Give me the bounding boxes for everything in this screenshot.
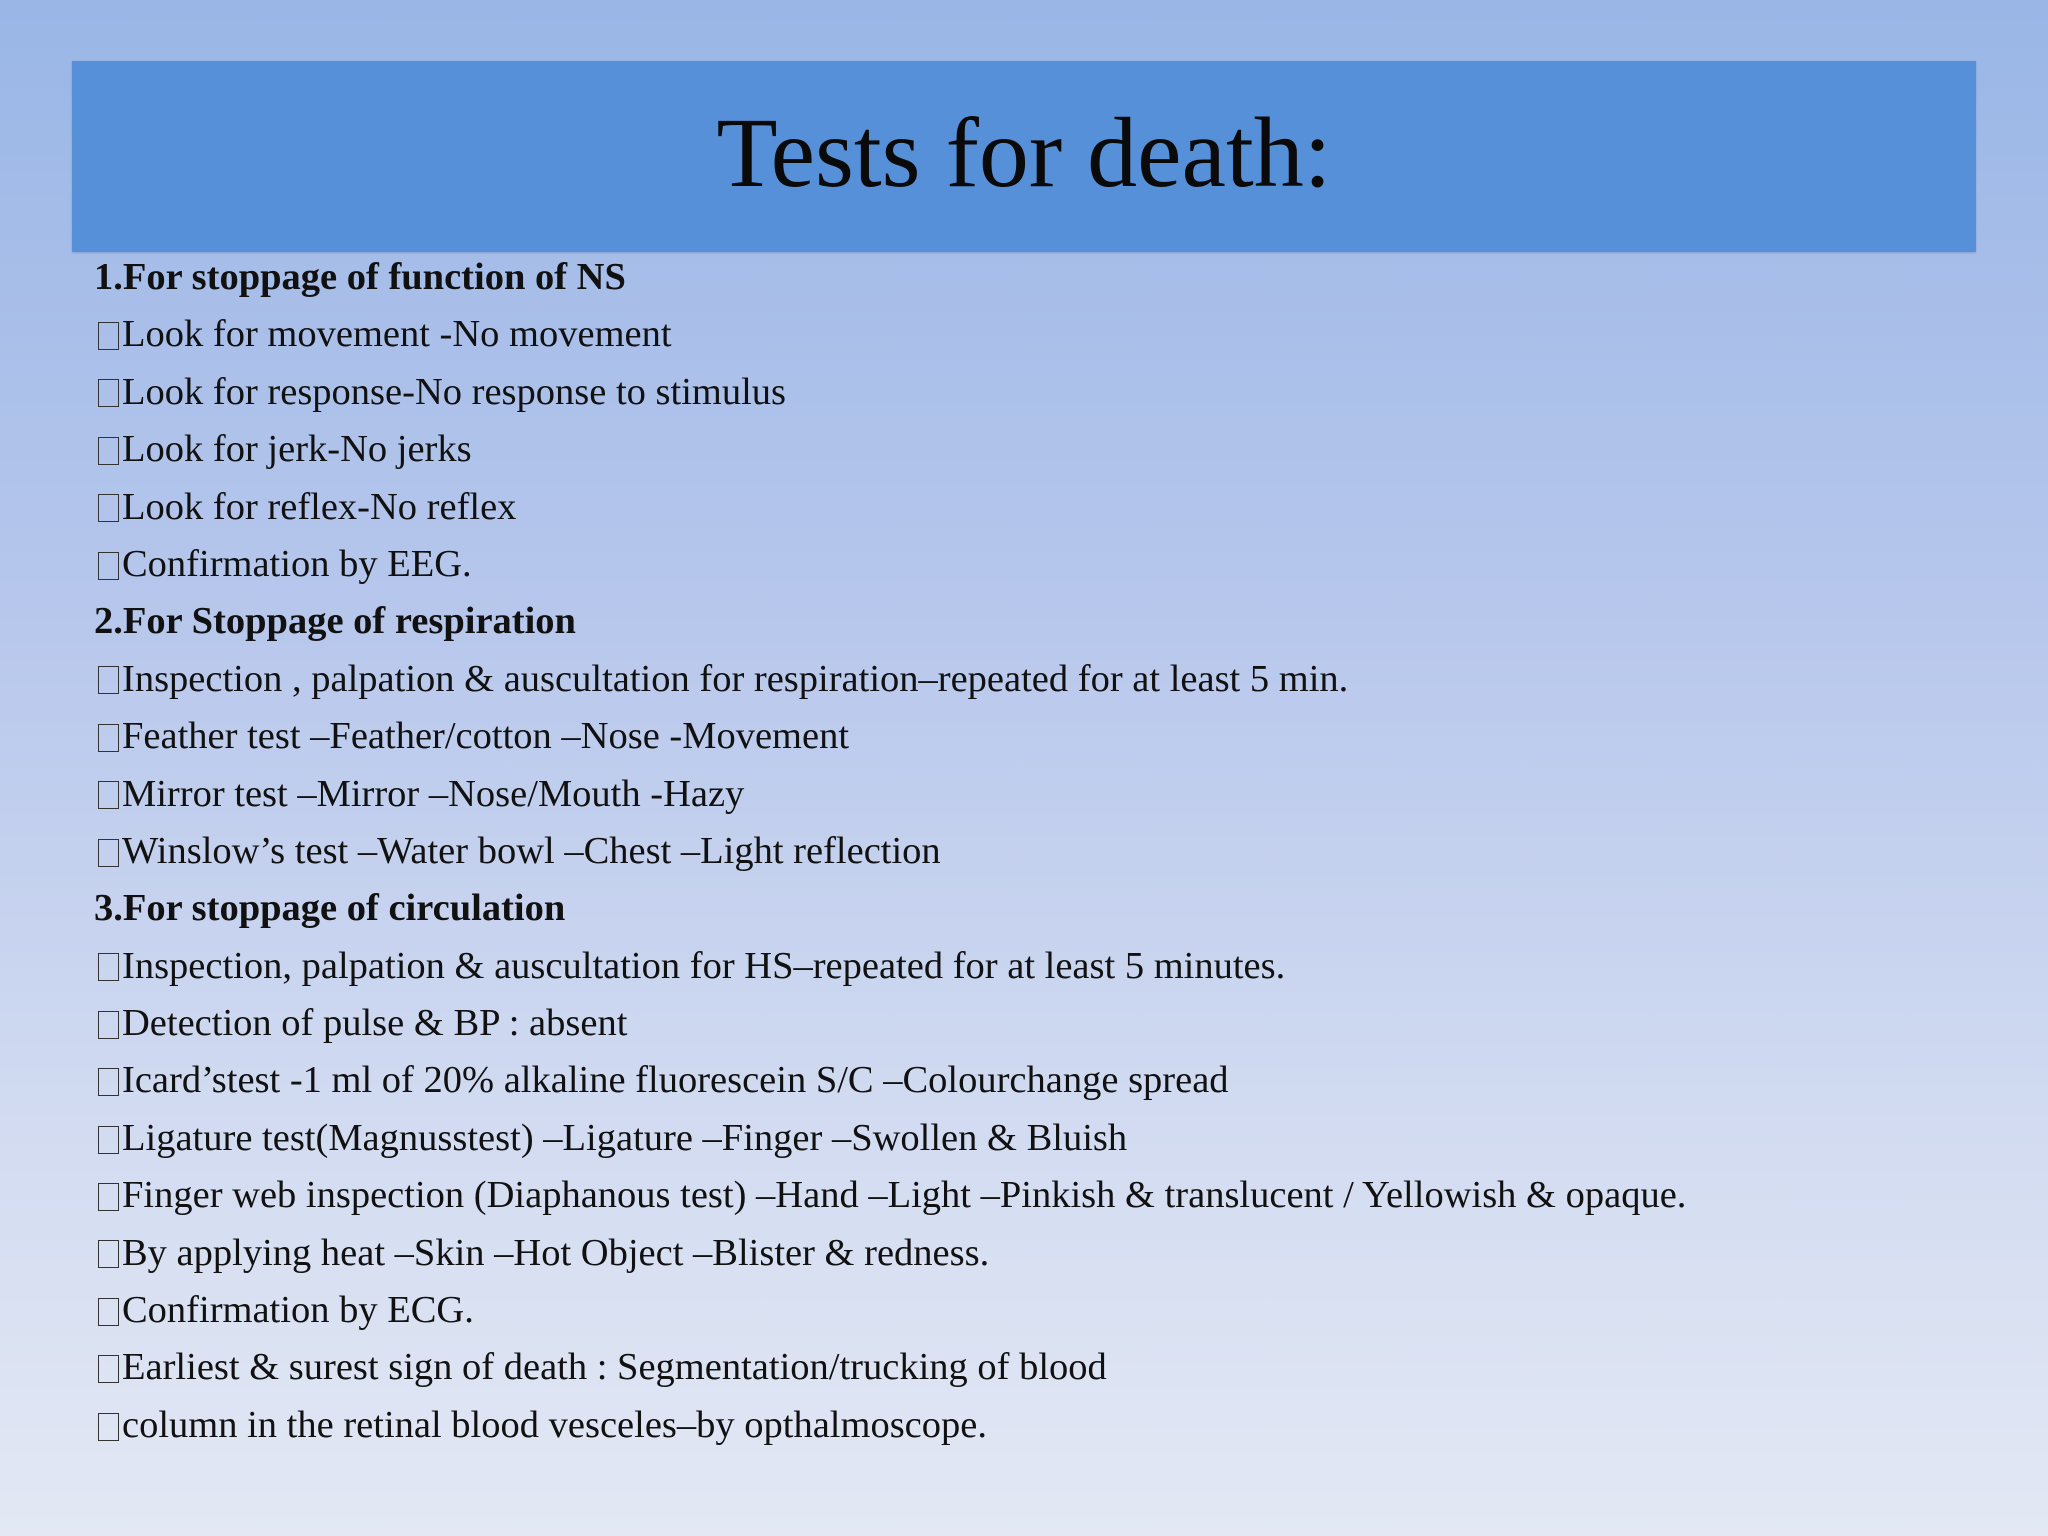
list-item-text: Winslow’s test –Water bowl –Chest –Light reflection (122, 829, 941, 872)
list-item (92, 1052, 1992, 1109)
list-item (92, 766, 1992, 823)
bullet-box-icon (98, 1413, 119, 1441)
list-item-text: Confirmation by ECG. (122, 1289, 474, 1332)
list-item-text: Look for reflex-No reflex (122, 485, 517, 528)
bullet-box-icon (98, 379, 119, 407)
list-item (92, 479, 1992, 536)
list-item (92, 823, 1992, 880)
bullet-box-icon (98, 494, 119, 522)
slide-title: Tests for death: (716, 96, 1332, 208)
list-item-text: By applying heat –Skin –Hot Object –Blister & redness. (122, 1231, 990, 1274)
list-item-text: Inspection , palpation & auscultation for respiration–repeated for at least 5 min. (122, 657, 1349, 700)
bullet-box-icon (98, 839, 119, 867)
list-item (92, 995, 1992, 1052)
list-item (92, 1167, 1992, 1224)
bullet-box-icon (98, 724, 119, 752)
list-item-text: column in the retinal blood vesceles–by opthalmoscope. (122, 1403, 987, 1446)
bullet-box-icon (98, 1068, 119, 1096)
bullet-box-icon (98, 322, 119, 350)
list-item-text: Mirror test –Mirror –Nose/Mouth -Hazy (122, 772, 745, 815)
list-item-text: Look for jerk-No jerks (122, 428, 472, 471)
list-item-text: Feather test –Feather/cotton –Nose -Movement (122, 715, 850, 758)
bullet-box-icon (98, 666, 119, 694)
list-item-text: Inspection, palpation & auscultation for HS–repeated for at least 5 minutes. (122, 944, 1286, 987)
bullet-box-icon (98, 552, 119, 580)
list-item-text: Earliest & surest sign of death : Segmentation/trucking of blood (122, 1346, 1107, 1389)
list-item (92, 1397, 1992, 1454)
list-item (92, 938, 1992, 995)
bullet-box-icon (98, 1355, 119, 1383)
bullet-box-icon (98, 1183, 119, 1211)
list-item (92, 1110, 1992, 1167)
list-item (92, 1339, 1992, 1396)
title-banner (72, 61, 1976, 252)
slide-body (92, 249, 1992, 1454)
list-item (92, 651, 1992, 708)
list-item (92, 306, 1992, 363)
list-item (92, 364, 1992, 421)
section-heading-circulation: 3.For stoppage of circulation (94, 887, 566, 930)
bullet-box-icon (98, 781, 119, 809)
list-item (92, 1282, 1992, 1339)
list-item-text: Detection of pulse & BP : absent (122, 1002, 628, 1045)
list-item-text: Finger web inspection (Diaphanous test) –Hand –Light –Pinkish & translucent / Yellowish & opaque. (122, 1174, 1687, 1217)
bullet-box-icon (98, 1240, 119, 1268)
list-item-text: Icard’stest -1 ml of 20% alkaline fluorescein S/C –Colourchange spread (122, 1059, 1229, 1102)
list-item-text: Confirmation by EEG. (122, 542, 472, 585)
list-item-text: Look for response-No response to stimulus (122, 370, 787, 413)
list-item (92, 421, 1992, 478)
list-item-text: Look for movement -No movement (122, 313, 672, 356)
section-heading-respiration: 2.For Stoppage of respiration (94, 600, 576, 643)
section-heading-nervous-system: 1.For stoppage of function of NS (94, 256, 626, 298)
list-item (92, 708, 1992, 765)
bullet-box-icon (98, 953, 119, 981)
bullet-box-icon (98, 1011, 119, 1039)
bullet-box-icon (98, 1126, 119, 1154)
bullet-box-icon (98, 1298, 119, 1326)
bullet-box-icon (98, 437, 119, 465)
list-item (92, 536, 1992, 593)
list-item-text: Ligature test(Magnusstest) –Ligature –Finger –Swollen & Bluish (122, 1116, 1128, 1159)
list-item (92, 1225, 1992, 1282)
